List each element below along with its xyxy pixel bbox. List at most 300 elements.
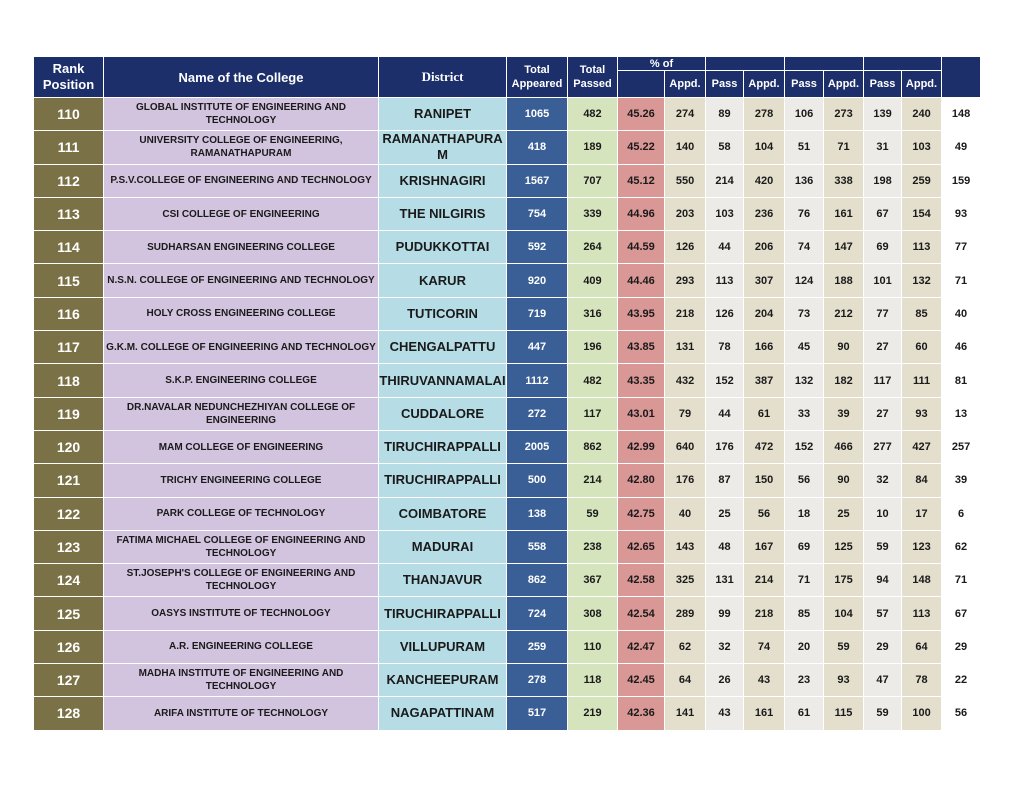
pass-percentage-cell: 44.46 [618, 264, 665, 297]
pass-1-cell: 152 [706, 364, 744, 397]
total-appeared-cell: 920 [507, 264, 568, 297]
pass-1-cell: 48 [706, 530, 744, 563]
appd-2-cell: 218 [744, 597, 785, 630]
appd-1-cell: 289 [665, 597, 706, 630]
header-group-2 [706, 57, 785, 71]
total-passed-cell: 196 [568, 331, 618, 364]
district-cell: NAGAPATTINAM [379, 697, 507, 730]
pass-percentage-cell: 45.22 [618, 131, 665, 164]
pass-2-cell: 74 [785, 231, 824, 264]
total-appeared-cell: 724 [507, 597, 568, 630]
appd-3-cell: 466 [824, 430, 864, 463]
total-passed-cell: 189 [568, 131, 618, 164]
appd-2-cell: 56 [744, 497, 785, 530]
pass-3-cell: 77 [864, 297, 902, 330]
appd-1-cell: 176 [665, 464, 706, 497]
last-column-cell: 40 [942, 297, 981, 330]
header-group-4 [864, 57, 942, 71]
table-row [34, 430, 981, 463]
header-appd-1: Appd. [665, 71, 706, 98]
appd-4-cell: 132 [902, 264, 942, 297]
total-passed-cell: 482 [568, 364, 618, 397]
rank-cell: 111 [34, 131, 104, 164]
appd-2-cell: 161 [744, 697, 785, 730]
appd-4-cell: 154 [902, 197, 942, 230]
college-name-cell: GLOBAL INSTITUTE OF ENGINEERING AND TECHNOLOGY [104, 98, 379, 131]
total-passed-cell: 707 [568, 164, 618, 197]
table-row [34, 131, 981, 164]
pass-3-cell: 69 [864, 231, 902, 264]
pass-3-cell: 67 [864, 197, 902, 230]
rank-cell: 118 [34, 364, 104, 397]
pass-3-cell: 27 [864, 397, 902, 430]
appd-3-cell: 182 [824, 364, 864, 397]
pass-percentage-cell: 43.01 [618, 397, 665, 430]
pass-2-cell: 124 [785, 264, 824, 297]
pass-2-cell: 45 [785, 331, 824, 364]
rank-cell: 115 [34, 264, 104, 297]
appd-1-cell: 126 [665, 231, 706, 264]
appd-1-cell: 64 [665, 664, 706, 697]
college-name-cell: SUDHARSAN ENGINEERING COLLEGE [104, 231, 379, 264]
pass-1-cell: 43 [706, 697, 744, 730]
appd-2-cell: 278 [744, 98, 785, 131]
pass-2-cell: 71 [785, 564, 824, 597]
header-group-3 [785, 57, 864, 71]
district-cell: RAMANATHAPURA M [379, 131, 507, 164]
appd-4-cell: 111 [902, 364, 942, 397]
last-column-cell: 159 [942, 164, 981, 197]
pass-1-cell: 87 [706, 464, 744, 497]
appd-4-cell: 427 [902, 430, 942, 463]
table-row [34, 231, 981, 264]
rank-cell: 113 [34, 197, 104, 230]
table-row [34, 331, 981, 364]
total-passed-cell: 308 [568, 597, 618, 630]
last-column-cell: 22 [942, 664, 981, 697]
header-appd-4: Appd. [902, 71, 942, 98]
header-college-name: Name of the College [104, 57, 379, 98]
pass-percentage-cell: 42.58 [618, 564, 665, 597]
last-column-cell: 39 [942, 464, 981, 497]
appd-4-cell: 259 [902, 164, 942, 197]
appd-4-cell: 103 [902, 131, 942, 164]
rank-cell: 122 [34, 497, 104, 530]
college-name-cell: HOLY CROSS ENGINEERING COLLEGE [104, 297, 379, 330]
appd-3-cell: 147 [824, 231, 864, 264]
total-appeared-cell: 259 [507, 630, 568, 663]
total-appeared-cell: 862 [507, 564, 568, 597]
appd-3-cell: 93 [824, 664, 864, 697]
rank-cell: 112 [34, 164, 104, 197]
pass-2-cell: 23 [785, 664, 824, 697]
pass-3-cell: 10 [864, 497, 902, 530]
appd-4-cell: 85 [902, 297, 942, 330]
pass-1-cell: 32 [706, 630, 744, 663]
appd-2-cell: 214 [744, 564, 785, 597]
district-cell: TUTICORIN [379, 297, 507, 330]
table-row [34, 497, 981, 530]
appd-4-cell: 93 [902, 397, 942, 430]
pass-percentage-cell: 43.35 [618, 364, 665, 397]
appd-2-cell: 43 [744, 664, 785, 697]
pass-1-cell: 103 [706, 197, 744, 230]
pass-3-cell: 277 [864, 430, 902, 463]
district-cell: KANCHEEPURAM [379, 664, 507, 697]
last-column-cell: 93 [942, 197, 981, 230]
table-row [34, 98, 981, 131]
rank-cell: 117 [34, 331, 104, 364]
appd-2-cell: 74 [744, 630, 785, 663]
appd-2-cell: 166 [744, 331, 785, 364]
college-name-cell: TRICHY ENGINEERING COLLEGE [104, 464, 379, 497]
appd-3-cell: 125 [824, 530, 864, 563]
header-pct-of: % of [618, 57, 706, 71]
appd-2-cell: 387 [744, 364, 785, 397]
district-cell: THANJAVUR [379, 564, 507, 597]
appd-1-cell: 143 [665, 530, 706, 563]
total-appeared-cell: 754 [507, 197, 568, 230]
last-column-cell: 81 [942, 364, 981, 397]
table-row [34, 564, 981, 597]
last-column-cell: 67 [942, 597, 981, 630]
college-ranking-table [33, 56, 981, 731]
district-cell: CHENGALPATTU [379, 331, 507, 364]
rank-cell: 119 [34, 397, 104, 430]
pass-percentage-cell: 42.99 [618, 430, 665, 463]
rank-cell: 127 [34, 664, 104, 697]
appd-2-cell: 150 [744, 464, 785, 497]
pass-percentage-cell: 44.59 [618, 231, 665, 264]
pass-1-cell: 126 [706, 297, 744, 330]
appd-2-cell: 61 [744, 397, 785, 430]
header-pass-2: Pass [785, 71, 824, 98]
appd-3-cell: 59 [824, 630, 864, 663]
pass-3-cell: 29 [864, 630, 902, 663]
appd-2-cell: 204 [744, 297, 785, 330]
last-column-cell: 13 [942, 397, 981, 430]
appd-4-cell: 123 [902, 530, 942, 563]
pass-1-cell: 99 [706, 597, 744, 630]
district-cell: TIRUCHIRAPPALLI [379, 430, 507, 463]
appd-3-cell: 188 [824, 264, 864, 297]
appd-3-cell: 25 [824, 497, 864, 530]
appd-1-cell: 293 [665, 264, 706, 297]
appd-4-cell: 113 [902, 597, 942, 630]
last-column-cell: 148 [942, 98, 981, 131]
appd-3-cell: 338 [824, 164, 864, 197]
pass-2-cell: 152 [785, 430, 824, 463]
appd-1-cell: 40 [665, 497, 706, 530]
table-row [34, 697, 981, 730]
district-cell: PUDUKKOTTAI [379, 231, 507, 264]
total-appeared-cell: 138 [507, 497, 568, 530]
table-row [34, 164, 981, 197]
pass-2-cell: 18 [785, 497, 824, 530]
total-appeared-cell: 1065 [507, 98, 568, 131]
pass-3-cell: 57 [864, 597, 902, 630]
appd-1-cell: 203 [665, 197, 706, 230]
pass-1-cell: 44 [706, 231, 744, 264]
rank-cell: 125 [34, 597, 104, 630]
appd-3-cell: 161 [824, 197, 864, 230]
table-row [34, 597, 981, 630]
header-district: District [379, 57, 507, 98]
table-row [34, 397, 981, 430]
appd-1-cell: 218 [665, 297, 706, 330]
appd-3-cell: 175 [824, 564, 864, 597]
pass-3-cell: 47 [864, 664, 902, 697]
pass-percentage-cell: 42.80 [618, 464, 665, 497]
college-name-cell: UNIVERSITY COLLEGE OF ENGINEERING, RAMANATHAPURAM [104, 131, 379, 164]
pass-percentage-cell: 42.65 [618, 530, 665, 563]
college-name-cell: OASYS INSTITUTE OF TECHNOLOGY [104, 597, 379, 630]
appd-4-cell: 148 [902, 564, 942, 597]
header-last-column [942, 57, 981, 98]
appd-4-cell: 60 [902, 331, 942, 364]
appd-1-cell: 274 [665, 98, 706, 131]
rank-cell: 128 [34, 697, 104, 730]
appd-4-cell: 78 [902, 664, 942, 697]
college-name-cell: MADHA INSTITUTE OF ENGINEERING AND TECHNOLOGY [104, 664, 379, 697]
last-column-cell: 49 [942, 131, 981, 164]
pass-1-cell: 78 [706, 331, 744, 364]
table-row [34, 664, 981, 697]
pass-percentage-cell: 45.26 [618, 98, 665, 131]
pass-2-cell: 132 [785, 364, 824, 397]
total-appeared-cell: 272 [507, 397, 568, 430]
pass-percentage-cell: 44.96 [618, 197, 665, 230]
total-passed-cell: 214 [568, 464, 618, 497]
appd-1-cell: 79 [665, 397, 706, 430]
appd-4-cell: 113 [902, 231, 942, 264]
last-column-cell: 46 [942, 331, 981, 364]
last-column-cell: 257 [942, 430, 981, 463]
pass-3-cell: 117 [864, 364, 902, 397]
total-passed-cell: 367 [568, 564, 618, 597]
appd-3-cell: 104 [824, 597, 864, 630]
total-appeared-cell: 592 [507, 231, 568, 264]
district-cell: COIMBATORE [379, 497, 507, 530]
appd-2-cell: 206 [744, 231, 785, 264]
rank-cell: 123 [34, 530, 104, 563]
appd-2-cell: 307 [744, 264, 785, 297]
rank-cell: 124 [34, 564, 104, 597]
college-name-cell: S.K.P. ENGINEERING COLLEGE [104, 364, 379, 397]
table-row [34, 464, 981, 497]
last-column-cell: 71 [942, 264, 981, 297]
rank-cell: 116 [34, 297, 104, 330]
pass-1-cell: 131 [706, 564, 744, 597]
appd-3-cell: 90 [824, 331, 864, 364]
appd-2-cell: 167 [744, 530, 785, 563]
total-passed-cell: 110 [568, 630, 618, 663]
header-appd-3: Appd. [824, 71, 864, 98]
pass-3-cell: 59 [864, 697, 902, 730]
district-cell: RANIPET [379, 98, 507, 131]
last-column-cell: 29 [942, 630, 981, 663]
appd-1-cell: 131 [665, 331, 706, 364]
pass-3-cell: 198 [864, 164, 902, 197]
appd-2-cell: 420 [744, 164, 785, 197]
header-pct-blank [618, 71, 665, 98]
appd-2-cell: 236 [744, 197, 785, 230]
pass-2-cell: 56 [785, 464, 824, 497]
total-appeared-cell: 447 [507, 331, 568, 364]
total-appeared-cell: 2005 [507, 430, 568, 463]
college-name-cell: CSI COLLEGE OF ENGINEERING [104, 197, 379, 230]
appd-3-cell: 212 [824, 297, 864, 330]
table-row [34, 297, 981, 330]
total-passed-cell: 117 [568, 397, 618, 430]
appd-1-cell: 550 [665, 164, 706, 197]
district-cell: KRISHNAGIRI [379, 164, 507, 197]
pass-1-cell: 58 [706, 131, 744, 164]
appd-2-cell: 104 [744, 131, 785, 164]
district-cell: THIRUVANNAMALAI [379, 364, 507, 397]
appd-4-cell: 240 [902, 98, 942, 131]
total-passed-cell: 59 [568, 497, 618, 530]
table-row [34, 530, 981, 563]
appd-1-cell: 141 [665, 697, 706, 730]
total-passed-cell: 482 [568, 98, 618, 131]
rank-cell: 114 [34, 231, 104, 264]
appd-4-cell: 100 [902, 697, 942, 730]
table-body [34, 98, 981, 731]
total-appeared-cell: 719 [507, 297, 568, 330]
header-appd-2: Appd. [744, 71, 785, 98]
last-column-cell: 77 [942, 231, 981, 264]
appd-4-cell: 64 [902, 630, 942, 663]
appd-3-cell: 273 [824, 98, 864, 131]
header-rank-position: Rank Position [34, 57, 104, 98]
pass-2-cell: 136 [785, 164, 824, 197]
total-passed-cell: 264 [568, 231, 618, 264]
pass-3-cell: 31 [864, 131, 902, 164]
rank-cell: 121 [34, 464, 104, 497]
pass-1-cell: 26 [706, 664, 744, 697]
pass-percentage-cell: 42.54 [618, 597, 665, 630]
pass-1-cell: 89 [706, 98, 744, 131]
total-passed-cell: 409 [568, 264, 618, 297]
appd-3-cell: 115 [824, 697, 864, 730]
district-cell: KARUR [379, 264, 507, 297]
table-row [34, 197, 981, 230]
header-total-passed: Total Passed [568, 57, 618, 98]
appd-1-cell: 62 [665, 630, 706, 663]
college-name-cell: G.K.M. COLLEGE OF ENGINEERING AND TECHNOLOGY [104, 331, 379, 364]
total-passed-cell: 238 [568, 530, 618, 563]
pass-2-cell: 61 [785, 697, 824, 730]
rank-cell: 126 [34, 630, 104, 663]
rank-cell: 110 [34, 98, 104, 131]
table-row [34, 364, 981, 397]
total-appeared-cell: 1567 [507, 164, 568, 197]
total-passed-cell: 118 [568, 664, 618, 697]
college-name-cell: ARIFA INSTITUTE OF TECHNOLOGY [104, 697, 379, 730]
pass-3-cell: 94 [864, 564, 902, 597]
district-cell: CUDDALORE [379, 397, 507, 430]
table-row [34, 264, 981, 297]
total-passed-cell: 316 [568, 297, 618, 330]
pass-percentage-cell: 42.75 [618, 497, 665, 530]
pass-3-cell: 27 [864, 331, 902, 364]
pass-percentage-cell: 43.85 [618, 331, 665, 364]
appd-4-cell: 17 [902, 497, 942, 530]
appd-3-cell: 39 [824, 397, 864, 430]
pass-2-cell: 51 [785, 131, 824, 164]
pass-2-cell: 73 [785, 297, 824, 330]
district-cell: VILLUPURAM [379, 630, 507, 663]
pass-3-cell: 139 [864, 98, 902, 131]
total-appeared-cell: 278 [507, 664, 568, 697]
district-cell: TIRUCHIRAPPALLI [379, 597, 507, 630]
college-name-cell: P.S.V.COLLEGE OF ENGINEERING AND TECHNOLOGY [104, 164, 379, 197]
appd-1-cell: 140 [665, 131, 706, 164]
college-name-cell: MAM COLLEGE OF ENGINEERING [104, 430, 379, 463]
pass-percentage-cell: 42.45 [618, 664, 665, 697]
last-column-cell: 62 [942, 530, 981, 563]
total-appeared-cell: 500 [507, 464, 568, 497]
pass-1-cell: 44 [706, 397, 744, 430]
pass-2-cell: 76 [785, 197, 824, 230]
pass-1-cell: 113 [706, 264, 744, 297]
last-column-cell: 56 [942, 697, 981, 730]
rank-cell: 120 [34, 430, 104, 463]
header-total-appeared: Total Appeared [507, 57, 568, 98]
table-row [34, 630, 981, 663]
total-appeared-cell: 517 [507, 697, 568, 730]
total-passed-cell: 339 [568, 197, 618, 230]
total-passed-cell: 219 [568, 697, 618, 730]
last-column-cell: 6 [942, 497, 981, 530]
total-appeared-cell: 558 [507, 530, 568, 563]
header-pass-3: Pass [864, 71, 902, 98]
college-name-cell: PARK COLLEGE OF TECHNOLOGY [104, 497, 379, 530]
appd-4-cell: 84 [902, 464, 942, 497]
district-cell: THE NILGIRIS [379, 197, 507, 230]
college-name-cell: DR.NAVALAR NEDUNCHEZHIYAN COLLEGE OF ENGINEERING [104, 397, 379, 430]
college-name-cell: A.R. ENGINEERING COLLEGE [104, 630, 379, 663]
district-cell: TIRUCHIRAPPALLI [379, 464, 507, 497]
pass-1-cell: 176 [706, 430, 744, 463]
appd-3-cell: 90 [824, 464, 864, 497]
pass-percentage-cell: 42.47 [618, 630, 665, 663]
pass-2-cell: 85 [785, 597, 824, 630]
pass-percentage-cell: 45.12 [618, 164, 665, 197]
total-appeared-cell: 418 [507, 131, 568, 164]
college-name-cell: FATIMA MICHAEL COLLEGE OF ENGINEERING AND TECHNOLOGY [104, 530, 379, 563]
total-appeared-cell: 1112 [507, 364, 568, 397]
pass-3-cell: 32 [864, 464, 902, 497]
appd-1-cell: 432 [665, 364, 706, 397]
pass-percentage-cell: 42.36 [618, 697, 665, 730]
pass-1-cell: 25 [706, 497, 744, 530]
college-name-cell: ST.JOSEPH'S COLLEGE OF ENGINEERING AND TECHNOLOGY [104, 564, 379, 597]
pass-2-cell: 33 [785, 397, 824, 430]
district-cell: MADURAI [379, 530, 507, 563]
total-passed-cell: 862 [568, 430, 618, 463]
pass-2-cell: 69 [785, 530, 824, 563]
pass-3-cell: 59 [864, 530, 902, 563]
appd-1-cell: 640 [665, 430, 706, 463]
pass-2-cell: 20 [785, 630, 824, 663]
appd-2-cell: 472 [744, 430, 785, 463]
header-pass-1: Pass [706, 71, 744, 98]
pass-3-cell: 101 [864, 264, 902, 297]
college-name-cell: N.S.N. COLLEGE OF ENGINEERING AND TECHNOLOGY [104, 264, 379, 297]
pass-2-cell: 106 [785, 98, 824, 131]
